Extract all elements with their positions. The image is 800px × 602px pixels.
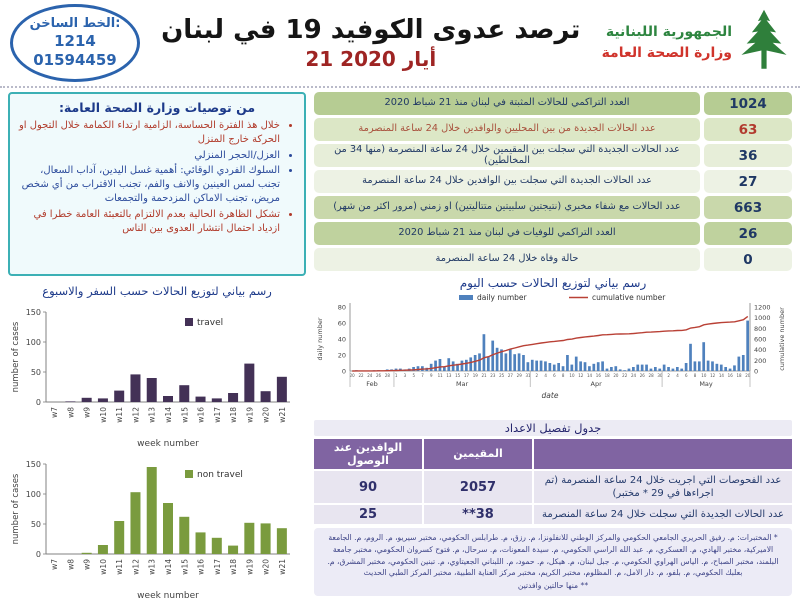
- svg-text:w16: w16: [196, 407, 206, 423]
- svg-text:24: 24: [630, 373, 637, 378]
- non-travel-bar-chart: [8, 452, 306, 602]
- footnote-labs: * المختبرات: م. رفيق الحريري الجامعي الحكومي والمركز الوطني للانفلونزا، م. رزق، م. طرابلس الحكومي، مختبر سيريو، م. الروم، م. الجامعة الاميركية، مختبر الهادي، م. العسكري، م. عبد الله الراسي الحكومي، م. سيدة المعونات، م. سرحال، م. فتوح كسروان الحكومي، مختبر جامعة البلمند، مختبر الصباح، م. الياس الهراوي الحكومي، م. جبل لبنان، م. هيكل، م. حمود، م. اللبناني الجعيتاوي، م. تبنين الحكومي، مختبر المشرق، م. بعلبك الحكومي، م. بلفو، م. دار الامل، م. المظلوم، مختبر الكريم، مختبر مركز العناية الطبية، مختبر المركز الطبي الحديث: [327, 533, 779, 578]
- svg-text:1200: 1200: [754, 303, 771, 312]
- stat-value: 27: [704, 170, 792, 193]
- svg-text:25: 25: [499, 373, 505, 378]
- svg-text:150: 150: [25, 460, 41, 469]
- svg-text:7: 7: [421, 373, 424, 378]
- stat-label: عدد الحالات الجديدة التي سجلت بين الوافدين خلال 24 ساعة المنصرمة: [314, 170, 700, 193]
- svg-text:May: May: [699, 380, 713, 388]
- svg-text:29: 29: [516, 373, 522, 378]
- svg-text:13: 13: [446, 373, 452, 378]
- recommendation-item: • السلوك الفردي الوقائي: أهمية غسل اليدين، آداب السعال، تجنب لمس العينين والانف والفم، تجنب الاقتراب من أي شخص مريض، تجنب الاماكن المزدحمة والتجمعات: [18, 164, 280, 205]
- recommendation-item: • العزل/الحجر المنزلي: [18, 149, 280, 163]
- svg-text:1000: 1000: [754, 314, 771, 323]
- stat-label: العدد التراكمي للحالات المثبتة في لبنان منذ 21 شباط 2020: [314, 92, 700, 115]
- svg-text:number of cases: number of cases: [11, 473, 21, 545]
- svg-text:w8: w8: [66, 559, 76, 570]
- svg-text:26: 26: [639, 373, 645, 378]
- svg-text:9: 9: [430, 373, 433, 378]
- svg-text:w14: w14: [164, 559, 173, 575]
- svg-text:w12: w12: [131, 407, 141, 423]
- svg-text:22: 22: [358, 373, 364, 378]
- svg-text:10: 10: [701, 373, 707, 378]
- svg-text:Apr: Apr: [590, 380, 602, 388]
- svg-text:3: 3: [403, 373, 407, 378]
- detail-row-label: عدد الفحوصات التي اجريت خلال 24 ساعة المنصرمة (تم اجراءها في 29 * مختبر): [534, 471, 792, 503]
- svg-text:600: 600: [754, 335, 767, 344]
- svg-text:4: 4: [676, 373, 679, 378]
- svg-text:31: 31: [525, 373, 531, 378]
- svg-text:10: 10: [569, 373, 575, 378]
- svg-text:12: 12: [578, 373, 584, 378]
- cedar-tree-icon: [738, 8, 790, 78]
- svg-text:cumulative number: cumulative number: [592, 293, 666, 302]
- svg-text:w19: w19: [245, 407, 255, 423]
- stat-label: عدد الحالات مع شفاء مخبري (نتيجتين سلبيتين متتاليتين) او زمني (مرور اكثر من شهر): [314, 196, 700, 219]
- svg-text:4: 4: [544, 373, 547, 378]
- svg-text:16: 16: [595, 373, 601, 378]
- detail-header-label: [534, 439, 792, 469]
- svg-text:2: 2: [667, 373, 670, 378]
- svg-text:w17: w17: [212, 559, 222, 575]
- svg-text:50: 50: [30, 520, 41, 529]
- svg-text:w21: w21: [277, 559, 287, 575]
- svg-text:26: 26: [376, 373, 382, 378]
- stat-row: [314, 92, 792, 115]
- svg-text:12: 12: [710, 373, 716, 378]
- svg-text:8: 8: [693, 373, 697, 378]
- svg-text:non travel: non travel: [197, 470, 243, 480]
- svg-text:6: 6: [553, 373, 556, 378]
- svg-text:17: 17: [463, 373, 470, 378]
- svg-text:w18: w18: [229, 407, 239, 423]
- stat-label: العدد التراكمي للوفيات في لبنان منذ 21 شباط 2020: [314, 222, 700, 245]
- svg-text:w18: w18: [229, 559, 239, 575]
- svg-text:0: 0: [35, 398, 41, 407]
- svg-text:100: 100: [25, 338, 41, 347]
- svg-text:0: 0: [754, 367, 759, 376]
- stat-row: [314, 170, 792, 193]
- stat-value: 36: [704, 144, 792, 167]
- recommendations-box: [8, 92, 306, 276]
- svg-text:40: 40: [337, 335, 346, 344]
- svg-text:20: 20: [337, 351, 346, 360]
- svg-text:w15: w15: [180, 407, 190, 423]
- svg-text:week number: week number: [137, 439, 199, 449]
- svg-text:w14: w14: [164, 407, 173, 423]
- detail-header-arrivals: الوافدين عند الوصول: [314, 439, 422, 469]
- svg-text:0: 0: [35, 550, 41, 559]
- svg-text:w13: w13: [147, 559, 157, 575]
- svg-text:28: 28: [648, 373, 654, 378]
- svg-text:11: 11: [437, 373, 443, 378]
- svg-text:800: 800: [754, 324, 767, 333]
- svg-text:w8: w8: [66, 407, 76, 418]
- svg-text:w10: w10: [98, 559, 108, 575]
- svg-text:date: date: [541, 391, 559, 400]
- detail-table-row: [314, 505, 792, 524]
- hotline-number-long: 01594459: [33, 51, 117, 70]
- svg-text:w19: w19: [245, 559, 255, 575]
- svg-text:Feb: Feb: [366, 380, 378, 388]
- hotline-label: الخط الساخن:: [29, 16, 121, 32]
- svg-text:w7: w7: [50, 559, 60, 570]
- detail-arrivals-value: 90: [314, 471, 422, 503]
- svg-text:w7: w7: [50, 407, 60, 418]
- svg-text:18: 18: [604, 373, 610, 378]
- ministry-logo: [602, 8, 790, 78]
- stat-row: [314, 222, 792, 245]
- svg-text:w11: w11: [115, 407, 125, 423]
- hotline-badge: [10, 4, 140, 82]
- svg-text:60: 60: [337, 319, 346, 328]
- svg-text:50: 50: [30, 368, 41, 377]
- svg-text:5: 5: [412, 373, 416, 378]
- footnote-arrivals-note: ** منها حالتين وافدتين: [517, 581, 589, 591]
- page-title: ترصد عدوى الكوفيد 19 في لبنان: [161, 15, 581, 45]
- stat-label: حالة وفاة خلال 24 ساعة المنصرمة: [314, 248, 700, 271]
- svg-text:400: 400: [754, 346, 767, 355]
- right-column: [314, 92, 792, 602]
- stat-value: 26: [704, 222, 792, 245]
- svg-text:Mar: Mar: [455, 380, 469, 388]
- detail-arrivals-value: 25: [314, 505, 422, 524]
- svg-text:16: 16: [727, 373, 733, 378]
- svg-text:14: 14: [718, 373, 724, 378]
- detail-header-residents: المقيمين: [424, 439, 532, 469]
- hotline-number-short: 1214: [54, 32, 96, 51]
- svg-text:21: 21: [481, 373, 487, 378]
- svg-text:daily number: daily number: [316, 317, 324, 361]
- report-date: 21 أيار 2020: [305, 47, 437, 71]
- weekly-charts-title: رسم بياني لتوزيع الحالات حسب السفر والاسبوع: [42, 284, 272, 298]
- svg-text:w13: w13: [147, 407, 157, 423]
- svg-text:w10: w10: [98, 407, 108, 423]
- detail-table-header-row: [314, 439, 792, 469]
- svg-text:cumulative number: cumulative number: [778, 307, 786, 371]
- svg-text:w12: w12: [131, 559, 141, 575]
- detail-table: [314, 439, 792, 524]
- stats-table: [314, 92, 792, 271]
- svg-text:20: 20: [745, 373, 751, 378]
- svg-text:200: 200: [754, 356, 767, 365]
- recommendations-list: [18, 119, 296, 235]
- travel-bar-chart: [8, 300, 306, 450]
- daily-chart-title: رسم بياني لتوزيع الحالات حسب اليوم: [459, 276, 647, 290]
- left-column: [8, 92, 306, 602]
- recommendation-item: • تشكل الظاهرة الحالية بعدم الالتزام بالتعبئة العامة خطرا في ازدياد احتمال انتشار العدوى بين الناس: [18, 208, 280, 236]
- svg-text:w16: w16: [196, 559, 206, 575]
- recommendations-title: من توصيات وزارة الصحة العامة:: [58, 100, 256, 115]
- svg-text:6: 6: [684, 373, 688, 378]
- svg-text:w17: w17: [212, 407, 222, 423]
- stat-value: 0: [704, 248, 792, 271]
- stat-value: 63: [704, 118, 792, 141]
- svg-text:w20: w20: [261, 407, 271, 423]
- header: [0, 0, 800, 88]
- svg-text:w20: w20: [261, 559, 271, 575]
- svg-text:28: 28: [384, 373, 390, 378]
- svg-text:150: 150: [25, 308, 41, 317]
- svg-text:8: 8: [561, 373, 565, 378]
- detail-row-label: عدد الحالات الجديدة التي سجلت خلال 24 ساعة المنصرمة: [534, 505, 792, 524]
- stat-row: [314, 248, 792, 271]
- stat-value: 1024: [704, 92, 792, 115]
- recommendation-item: • خلال هذ الفترة الحساسة، الزامية ارتداء الكمامة خلال التجول او الحركة خارج المنزل: [18, 119, 280, 147]
- daily-combo-chart: [314, 291, 792, 417]
- svg-text:20: 20: [349, 373, 355, 378]
- svg-text:80: 80: [337, 303, 346, 312]
- title-block: [140, 15, 602, 71]
- stat-label: عدد الحالات الجديدة من بين المحليين والوافدين خلال 24 ساعة المنصرمة: [314, 118, 700, 141]
- svg-text:22: 22: [622, 373, 628, 378]
- daily-chart-svg: [314, 291, 792, 413]
- stat-row: [314, 144, 792, 167]
- footnote: [314, 528, 792, 596]
- svg-text:18: 18: [736, 373, 742, 378]
- svg-text:daily number: daily number: [477, 293, 527, 302]
- svg-text:23: 23: [490, 373, 496, 378]
- svg-text:w15: w15: [180, 559, 190, 575]
- svg-text:100: 100: [25, 490, 41, 499]
- detail-residents-value: 38**: [424, 505, 532, 524]
- stat-value: 663: [704, 196, 792, 219]
- stat-label: عدد الحالات الجديدة التي سجلت بين المقيمين خلال 24 ساعة المنصرمة (منها 34 من المخالطين): [314, 144, 700, 167]
- stat-row: [314, 118, 792, 141]
- detail-table-title: جدول تفصيل الاعداد: [314, 420, 792, 436]
- main-content: [0, 88, 800, 602]
- svg-text:number of cases: number of cases: [11, 321, 21, 393]
- svg-text:w11: w11: [115, 559, 125, 575]
- svg-text:2: 2: [535, 373, 539, 378]
- svg-text:w21: w21: [277, 407, 287, 423]
- svg-text:1: 1: [394, 373, 398, 378]
- ministry-logo-text: [602, 22, 732, 64]
- republic-name: الجمهورية اللبنانية: [605, 24, 732, 40]
- svg-text:w9: w9: [82, 407, 92, 418]
- detail-table-row: [314, 471, 792, 503]
- svg-text:27: 27: [507, 373, 513, 378]
- detail-residents-value: 2057: [424, 471, 532, 503]
- svg-text:19: 19: [472, 373, 478, 378]
- svg-text:w9: w9: [82, 559, 92, 570]
- non_travel-chart-svg: [8, 452, 300, 602]
- svg-text:24: 24: [367, 373, 373, 378]
- svg-text:travel: travel: [197, 318, 224, 328]
- svg-text:20: 20: [613, 373, 619, 378]
- stat-row: [314, 196, 792, 219]
- travel-chart-svg: [8, 300, 300, 450]
- svg-text:30: 30: [657, 373, 663, 378]
- ministry-name: وزارة الصحة العامة: [601, 45, 732, 61]
- svg-text:14: 14: [587, 373, 593, 378]
- svg-text:0: 0: [341, 367, 346, 376]
- svg-text:15: 15: [455, 373, 461, 378]
- svg-text:week number: week number: [137, 591, 199, 601]
